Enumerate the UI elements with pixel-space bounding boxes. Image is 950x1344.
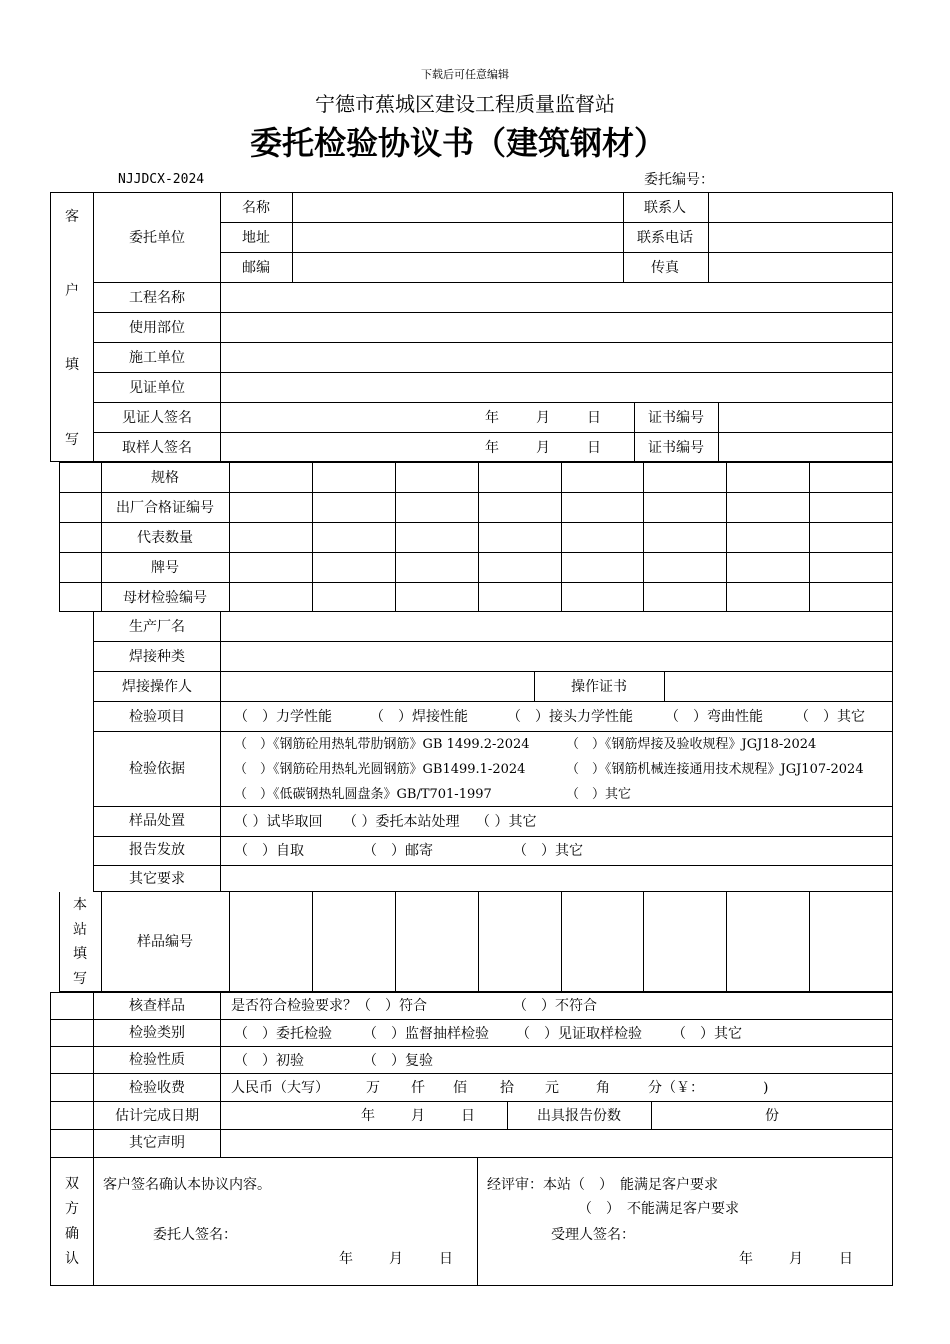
postcode-label: 邮编 xyxy=(242,260,270,276)
phone-label: 联系电话 xyxy=(637,230,693,246)
sampler-cert-label: 证书编号 xyxy=(648,440,704,456)
confirm-side-label: 方 xyxy=(65,1201,79,1217)
client-sign-month: 月 xyxy=(389,1251,403,1267)
client-side-label-2: 户 xyxy=(65,283,79,299)
category-option[interactable]: （ ）委托检验 xyxy=(234,1026,332,1042)
name-label: 名称 xyxy=(242,200,270,216)
usage-part-field[interactable] xyxy=(222,318,892,340)
receiver-sign-label: 受理人签名： xyxy=(551,1227,635,1243)
contact-field[interactable] xyxy=(710,198,892,220)
test-item-option[interactable]: （ ）其它 xyxy=(795,709,865,725)
other-req-field[interactable] xyxy=(222,868,892,890)
name-field[interactable] xyxy=(294,198,622,220)
category-label: 检验类别 xyxy=(129,1025,185,1041)
check-conform-option[interactable]: 是否符合检验要求？（ ）符合 xyxy=(231,998,427,1014)
usage-part-label: 使用部位 xyxy=(129,320,185,336)
test-item-option[interactable]: （ ）弯曲性能 xyxy=(665,709,763,725)
spec-row-label: 出厂合格证编号 xyxy=(116,500,214,516)
statement-field[interactable] xyxy=(222,1132,892,1154)
witness-unit-field[interactable] xyxy=(222,378,892,400)
station-side-label: 本 xyxy=(73,897,87,913)
spec-row-label: 牌号 xyxy=(151,560,179,576)
report-option[interactable]: （ ）邮寄 xyxy=(363,843,433,859)
basis-option[interactable]: （ ）《低碳钢热轧圆盘条》GB/T701-1997 xyxy=(234,787,492,802)
witness-cert-label: 证书编号 xyxy=(648,410,704,426)
client-sign-year: 年 xyxy=(339,1251,353,1267)
spec-row-label: 母材检验编号 xyxy=(123,590,207,606)
test-item-option[interactable]: （ ）力学性能 xyxy=(234,709,332,725)
entrust-no-label: 委托编号： xyxy=(644,172,714,188)
report-option[interactable]: （ ）其它 xyxy=(513,843,583,859)
client-side-label-4: 写 xyxy=(65,432,79,448)
fee-label: 检验收费 xyxy=(129,1080,185,1096)
confirm-side-label: 确 xyxy=(65,1226,79,1242)
category-option[interactable]: （ ）其它 xyxy=(672,1026,742,1042)
fee-unit: 仟 xyxy=(411,1080,425,1096)
sampler-day: 日 xyxy=(587,440,601,456)
basis-option[interactable]: （ ）《钢筋焊接及验收规程》JGJ18-2024 xyxy=(566,737,817,752)
basis-option[interactable]: （ ）《钢筋砼用热轧光圆钢筋》GB1499.1-2024 xyxy=(234,762,526,777)
project-name-field[interactable] xyxy=(222,288,892,310)
report-copies-label: 出具报告份数 xyxy=(537,1108,621,1124)
fee-unit: 元 xyxy=(545,1080,559,1096)
sampler-month: 月 xyxy=(536,440,550,456)
project-name-label: 工程名称 xyxy=(129,290,185,306)
spec-row-label: 规格 xyxy=(151,470,179,486)
category-option[interactable]: （ ）监督抽样检验 xyxy=(363,1026,489,1042)
review-not-satisfy-option[interactable]: （ ） 不能满足客户要求 xyxy=(578,1201,739,1217)
witness-month: 月 xyxy=(536,410,550,426)
weld-operator-field[interactable] xyxy=(222,677,532,699)
fee-rmb-label: 人民币（大写） xyxy=(231,1080,329,1096)
fee-unit: 分（￥： xyxy=(648,1080,704,1096)
report-label: 报告发放 xyxy=(129,842,185,858)
address-field[interactable] xyxy=(294,228,622,250)
builder-field[interactable] xyxy=(222,348,892,370)
page-title: 委托检验协议书（建筑钢材） xyxy=(249,124,667,162)
report-option[interactable]: （ ）自取 xyxy=(234,843,304,859)
finish-day: 日 xyxy=(461,1108,475,1124)
nature-option[interactable]: （ ）复验 xyxy=(363,1053,433,1069)
other-req-label: 其它要求 xyxy=(129,871,185,887)
client-side-label-3: 填 xyxy=(65,357,79,373)
address-label: 地址 xyxy=(242,230,270,246)
witness-sign-label: 见证人签名 xyxy=(122,410,192,426)
station-side-label: 写 xyxy=(73,971,87,987)
receiver-sign-year: 年 xyxy=(739,1251,753,1267)
sampler-sign-label: 取样人签名 xyxy=(122,440,192,456)
weld-type-label: 焊接种类 xyxy=(129,649,185,665)
check-sample-label: 核查样品 xyxy=(129,998,185,1014)
weld-operator-label: 焊接操作人 xyxy=(122,679,192,695)
category-option[interactable]: （ ）见证取样检验 xyxy=(516,1026,642,1042)
organization-name: 宁德市蕉城区建设工程质量监督站 xyxy=(315,92,615,116)
test-item-option[interactable]: （ ）接头力学性能 xyxy=(507,709,633,725)
operator-cert-label: 操作证书 xyxy=(571,679,627,695)
fee-unit: 佰 xyxy=(453,1080,467,1096)
sampler-year: 年 xyxy=(485,440,499,456)
maker-label: 生产厂名 xyxy=(129,619,185,635)
check-nonconform-option[interactable]: （ ）不符合 xyxy=(513,998,597,1014)
basis-option[interactable]: （ ）其它 xyxy=(566,787,632,802)
client-sign-label: 委托人签名： xyxy=(153,1227,237,1243)
sample-no-label: 样品编号 xyxy=(137,934,193,950)
disposal-label: 样品处置 xyxy=(129,813,185,829)
statement-label: 其它声明 xyxy=(129,1135,185,1151)
witness-year: 年 xyxy=(485,410,499,426)
report-copies-unit: 份 xyxy=(765,1108,779,1124)
disposal-option[interactable]: （ ）委托本站处理 xyxy=(343,814,460,830)
contact-label: 联系人 xyxy=(644,200,686,216)
receiver-sign-month: 月 xyxy=(789,1251,803,1267)
download-note: 下载后可任意编辑 xyxy=(421,68,509,81)
fee-unit: 角 xyxy=(596,1080,610,1096)
test-item-option[interactable]: （ ）焊接性能 xyxy=(370,709,468,725)
client-sign-day: 日 xyxy=(439,1251,453,1267)
weld-type-field[interactable] xyxy=(222,647,892,669)
confirm-side-label: 认 xyxy=(65,1251,79,1267)
finish-month: 月 xyxy=(411,1108,425,1124)
form-code: NJJDCX-2024 xyxy=(118,172,205,187)
station-side-label: 站 xyxy=(73,922,87,938)
entrust-unit-label: 委托单位 xyxy=(129,230,185,246)
phone-field[interactable] xyxy=(710,228,892,250)
confirm-side-label: 双 xyxy=(65,1176,79,1192)
witness-day: 日 xyxy=(587,410,601,426)
client-confirm-text: 客户签名确认本协议内容。 xyxy=(103,1177,271,1193)
witness-unit-label: 见证单位 xyxy=(129,380,185,396)
fee-unit: 万 xyxy=(366,1080,380,1096)
station-side-label: 填 xyxy=(73,946,87,962)
fax-field[interactable] xyxy=(710,258,892,280)
receiver-sign-day: 日 xyxy=(839,1251,853,1267)
postcode-field[interactable] xyxy=(294,258,622,280)
maker-field[interactable] xyxy=(222,617,892,639)
fee-unit: 拾 xyxy=(500,1080,514,1096)
spec-row-label: 代表数量 xyxy=(137,530,193,546)
client-side-label-1: 客 xyxy=(65,209,79,225)
review-satisfy-option[interactable]: 经评审：本站（ ） 能满足客户要求 xyxy=(487,1177,718,1193)
fee-unit: ) xyxy=(763,1080,769,1096)
finish-year: 年 xyxy=(361,1108,375,1124)
builder-label: 施工单位 xyxy=(129,350,185,366)
fax-label: 传真 xyxy=(651,260,679,276)
operator-cert-field[interactable] xyxy=(666,677,892,699)
disposal-option[interactable]: （ ）其它 xyxy=(476,814,537,830)
basis-label: 检验依据 xyxy=(129,761,185,777)
nature-option[interactable]: （ ）初验 xyxy=(234,1053,304,1069)
disposal-option[interactable]: （ ）试毕取回 xyxy=(234,814,323,830)
basis-option[interactable]: （ ）《钢筋砼用热轧带肋钢筋》GB 1499.2-2024 xyxy=(234,737,530,752)
nature-label: 检验性质 xyxy=(129,1052,185,1068)
test-items-label: 检验项目 xyxy=(129,709,185,725)
basis-option[interactable]: （ ）《钢筋机械连接通用技术规程》JGJ107-2024 xyxy=(566,762,864,777)
finish-date-label: 估计完成日期 xyxy=(115,1108,199,1124)
